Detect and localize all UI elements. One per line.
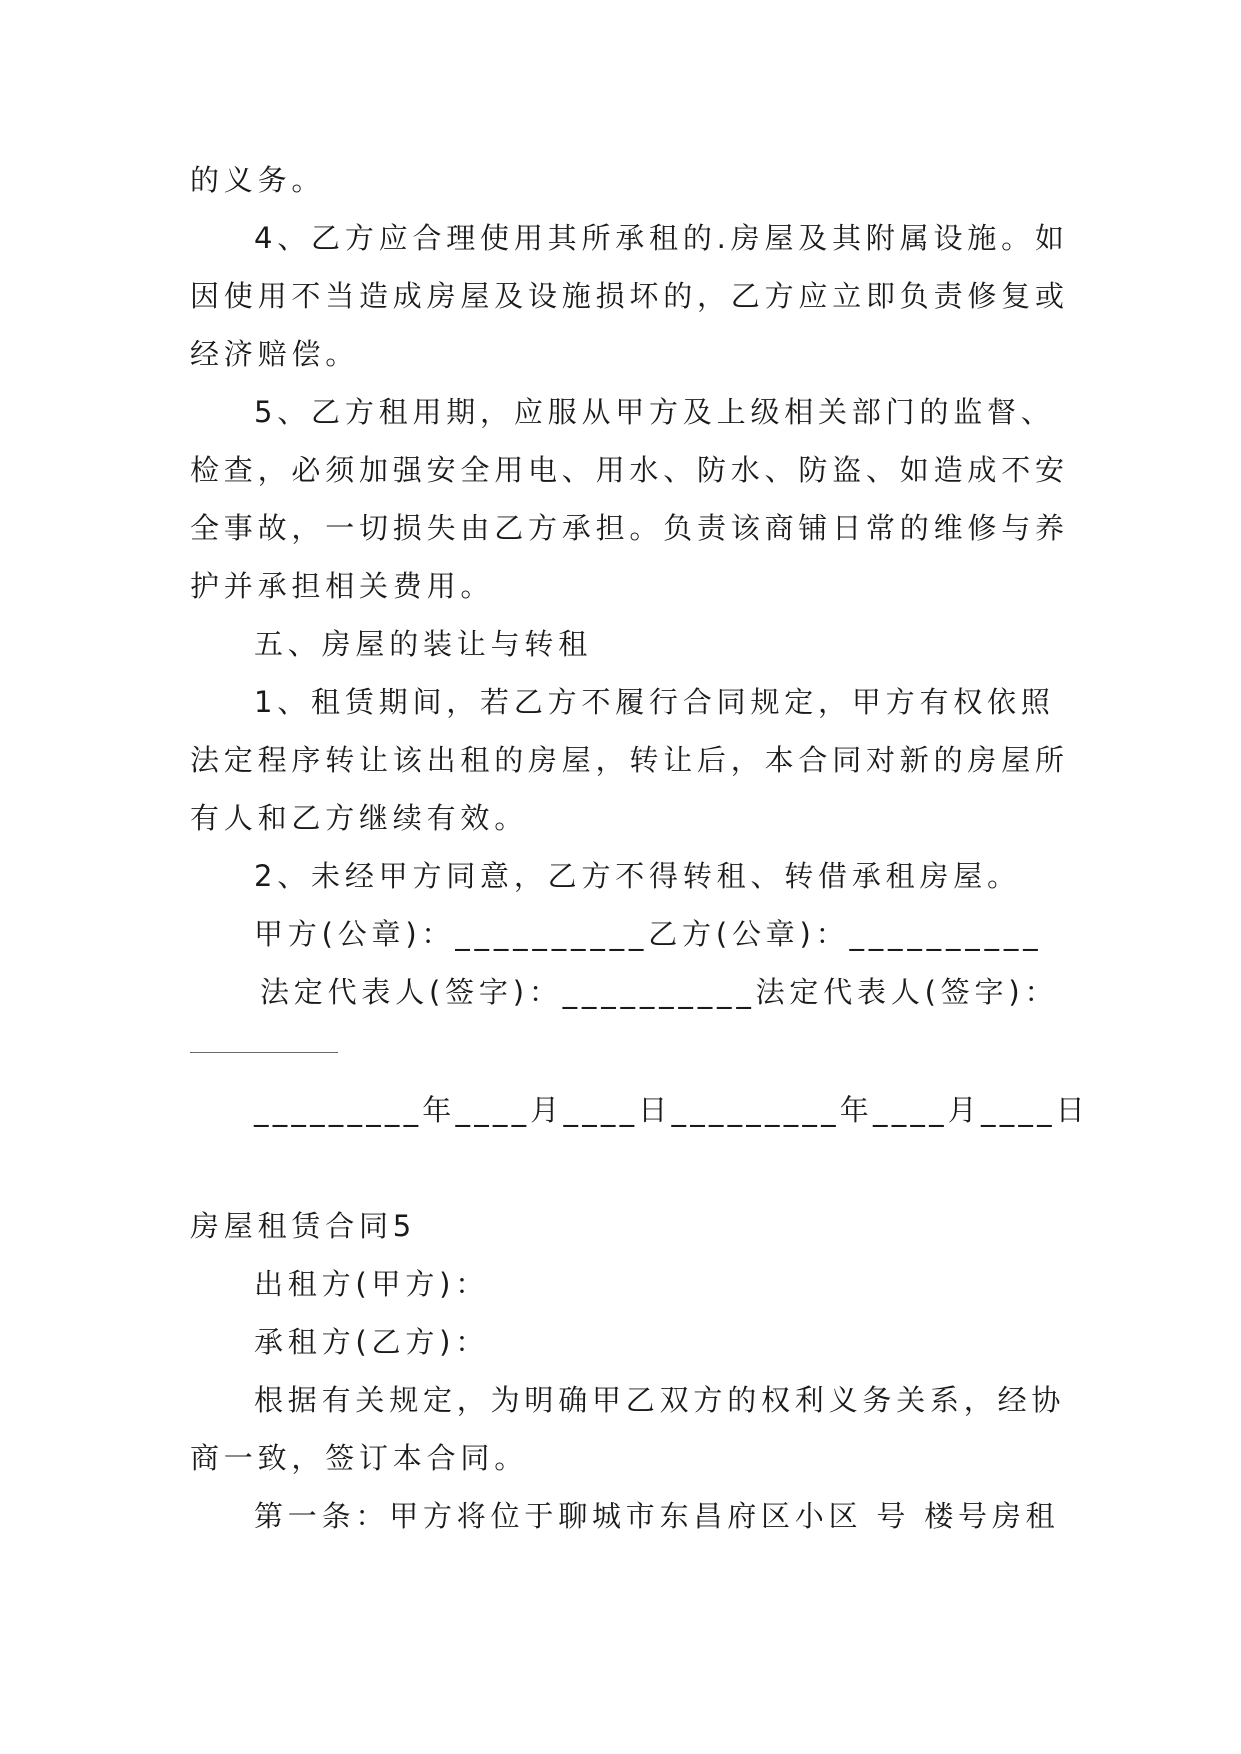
text-line: 护并承担相关费用。	[190, 569, 495, 603]
text-line: 经济赔偿。	[190, 337, 360, 371]
text-line: 根据有关规定，为明确甲乙双方的权利义务关系，经协	[254, 1383, 1066, 1417]
text-line: 第一条：甲方将位于聊城市东昌府区小区 号 楼号房租	[254, 1499, 1060, 1533]
text-line: 4、乙方应合理使用其所承租的.房屋及其附属设施。如	[254, 221, 1069, 255]
lessor-line: 出租方(甲方)：	[254, 1267, 490, 1301]
date-line: _________年____月____日_________年____月____日	[254, 1093, 1090, 1127]
section-heading: 五、房屋的装让与转租	[254, 627, 593, 661]
signature-blank	[190, 1052, 338, 1053]
text-line: 全事故，一切损失由乙方承担。负责该商铺日常的维修与养	[190, 511, 1069, 545]
text-line: 5、乙方租用期，应服从甲方及上级相关部门的监督、	[254, 395, 1055, 429]
signature-seal-line: 甲方(公章)：__________乙方(公章)：__________	[254, 917, 1043, 951]
contract-title: 房屋租赁合同5	[190, 1209, 417, 1243]
text-line: 2、未经甲方同意，乙方不得转租、转借承租房屋。	[254, 859, 1021, 893]
text-line: 因使用不当造成房屋及设施损坏的，乙方应立即负责修复或	[190, 279, 1069, 313]
text-line: 商一致，签订本合同。	[190, 1441, 529, 1475]
text-line: 的义务。	[190, 163, 326, 197]
lessee-line: 承租方(乙方)：	[254, 1325, 490, 1359]
text-line: 1、租赁期间，若乙方不履行合同规定，甲方有权依照	[254, 685, 1055, 719]
text-line: 检查，必须加强安全用电、用水、防水、防盗、如造成不安	[190, 453, 1069, 487]
signature-representative-line: 法定代表人(签字)：__________法定代表人(签字)：	[260, 975, 1059, 1009]
text-line: 法定程序转让该出租的房屋，转让后，本合同对新的房屋所	[190, 743, 1069, 777]
text-line: 有人和乙方继续有效。	[190, 801, 529, 835]
